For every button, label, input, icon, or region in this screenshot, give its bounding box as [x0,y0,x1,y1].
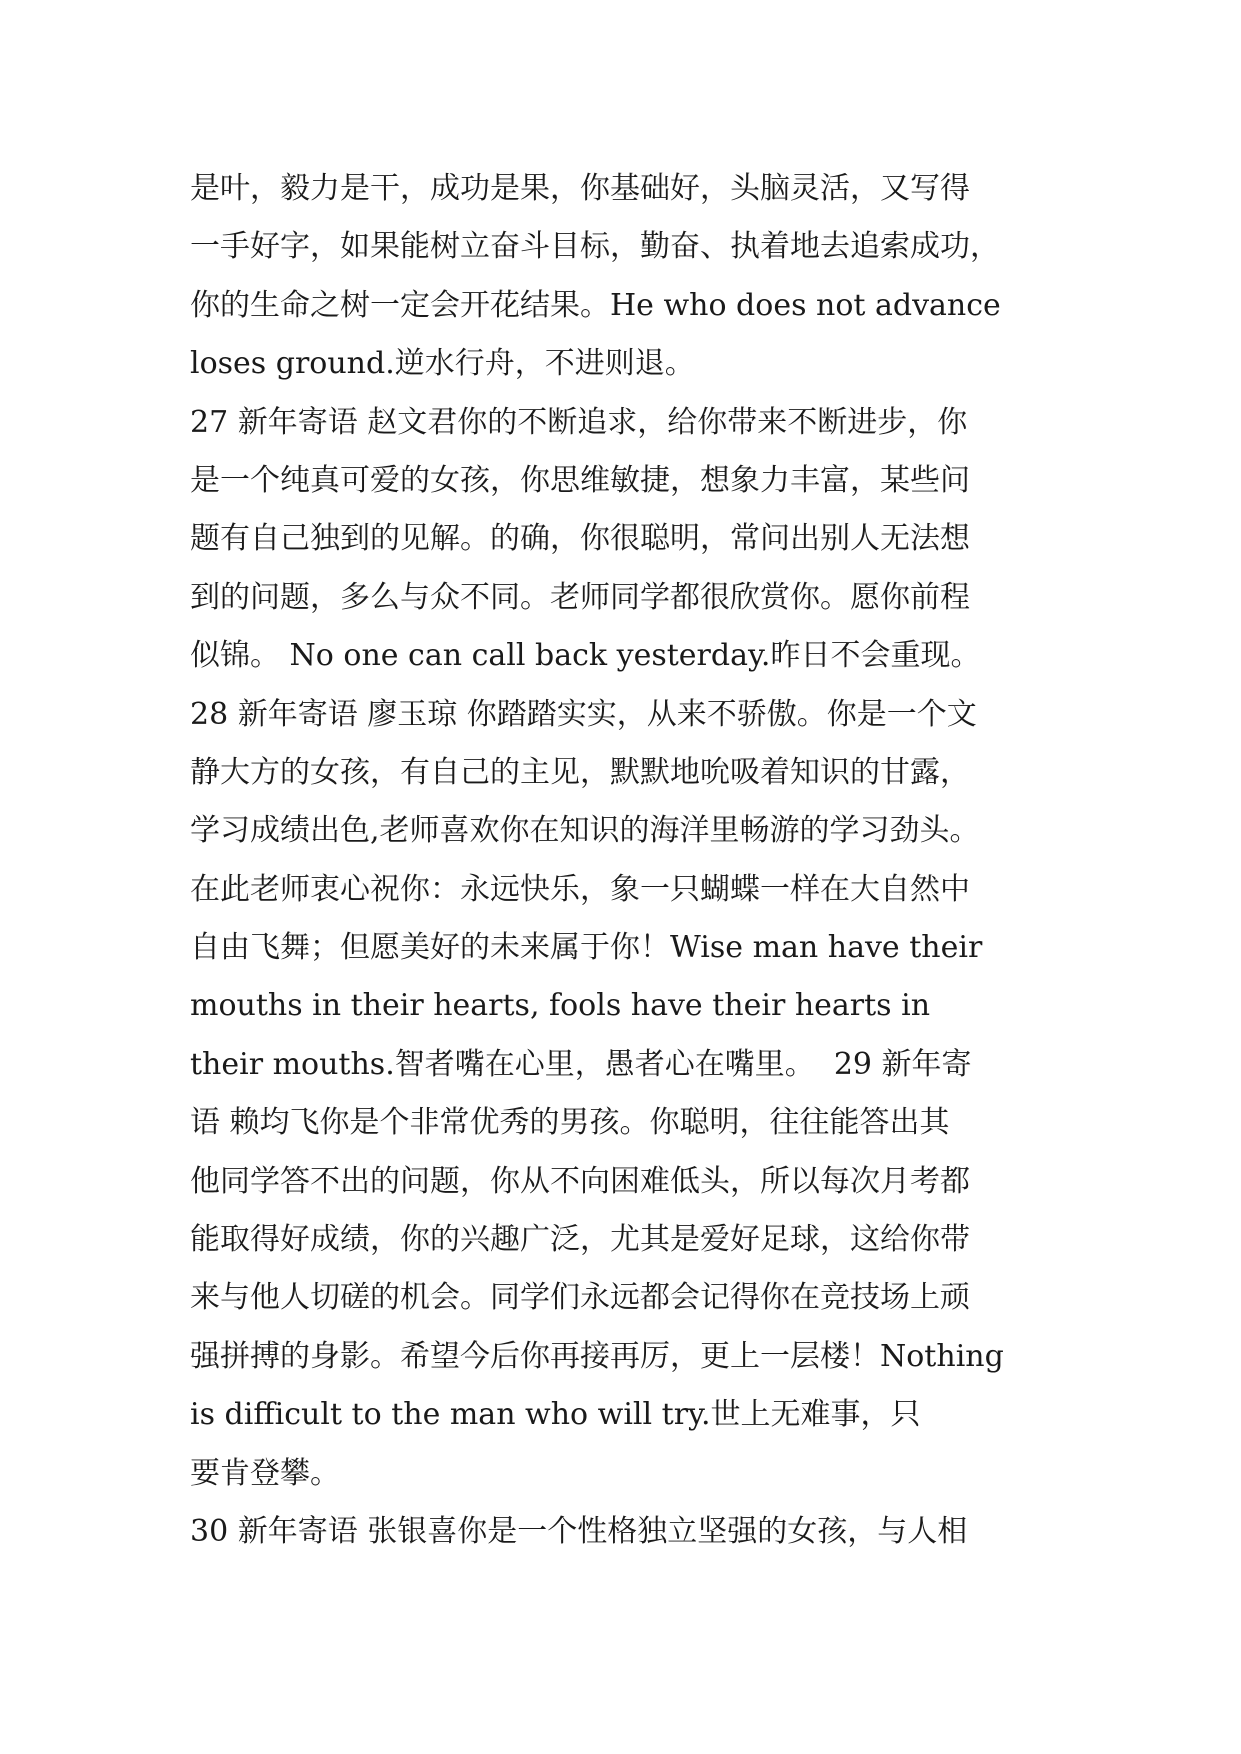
text-line: 28 新年寄语 廖玉琼 你踏踏实实，从来不骄傲。你是一个文 [190,696,977,732]
text-line: 强拼搏的身影。希望今后你再接再厉，更上一层楼！Nothing [190,1338,1004,1374]
text-line: 题有自己独到的见解。的确，你很聪明，常问出别人无法想 [190,521,970,557]
text-line: 他同学答不出的问题，你从不向困难低头，所以每次月考都 [190,1163,970,1199]
text-line: 是一个纯真可爱的女孩，你思维敏捷，想象力丰富，某些问 [190,462,970,498]
text-line: mouths in their hearts, fools have their hearts in [190,988,931,1024]
text-line: 语 赖均飞你是个非常优秀的男孩。你聪明，往往能答出其 [190,1105,950,1141]
text-line: 似锦。 No one can call back yesterday.昨日不会重现。 [190,638,981,674]
text-line: 是叶，毅力是干，成功是果，你基础好，头脑灵活，又写得 [190,171,970,206]
text-line: 到的问题，多么与众不同。老师同学都很欣赏你。愿你前程 [190,579,970,615]
text-line: 27 新年寄语 赵文君你的不断追求，给你带来不断进步，你 [190,404,968,440]
text-line: 静大方的女孩，有自己的主见，默默地吮吸着知识的甘露， [190,754,970,790]
text-line: their mouths.智者嘴在心里，愚者心在嘴里。 29 新年寄 [190,1046,972,1082]
text-line: 学习成绩出色,老师喜欢你在知识的海洋里畅游的学习劲头。 [190,813,980,849]
text-line: 一手好字，如果能树立奋斗目标，勤奋、执着地去追索成功， [190,229,1000,265]
text-line: 你的生命之树一定会开花结果。He who does not advance [190,287,1001,323]
text-line: 自由飞舞；但愿美好的未来属于你！Wise man have their [190,930,983,966]
text-line: loses ground.逆水行舟，不进则退。 [190,346,695,382]
text-line: 能取得好成绩，你的兴趣广泛，尤其是爱好足球，这给你带 [190,1222,970,1258]
text-line: is difficult to the man who will try.世上无难事，只 [190,1397,921,1433]
text-line: 30 新年寄语 张银喜你是一个性格独立坚强的女孩，与人相 [190,1513,968,1549]
document-body [190,160,1090,1561]
text-line: 在此老师衷心祝你：永远快乐，象一只蝴蝶一样在大自然中 [190,871,970,907]
text-line: 来与他人切磋的机会。同学们永远都会记得你在竞技场上顽 [190,1280,970,1316]
text-line: 要肯登攀。 [190,1455,340,1491]
